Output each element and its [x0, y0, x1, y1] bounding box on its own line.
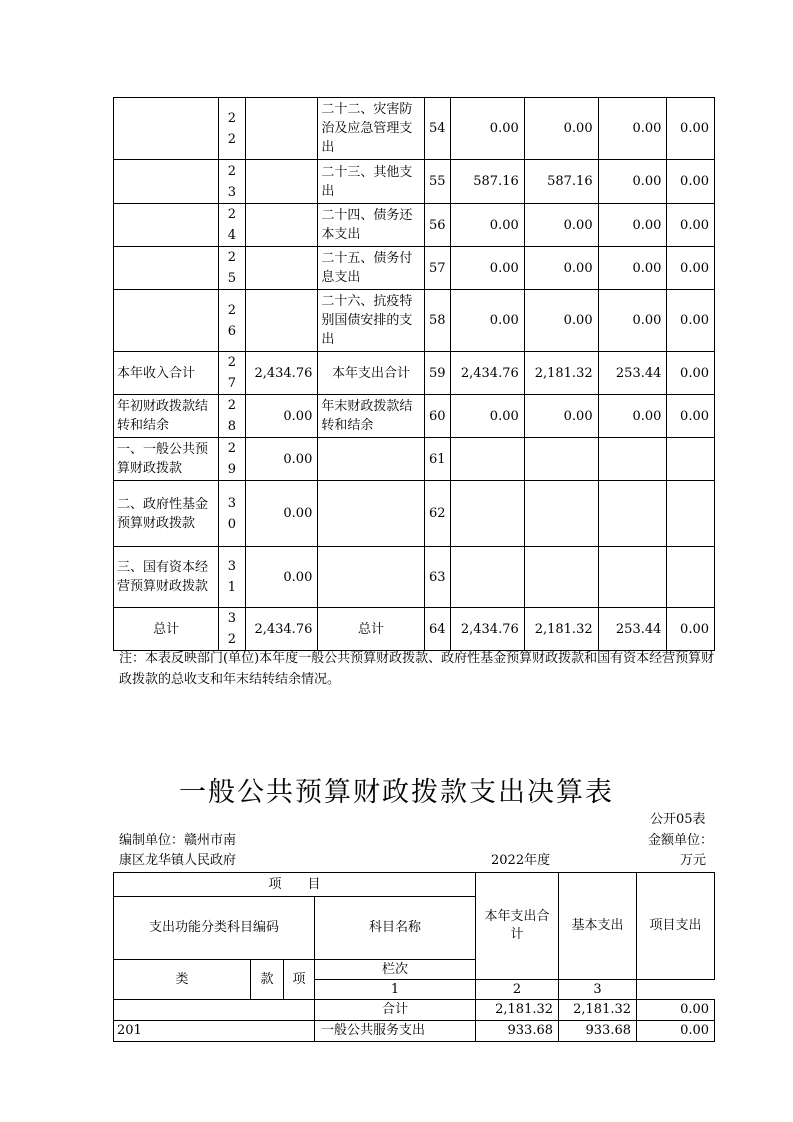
table-row	[114, 247, 715, 290]
state-capital-amount	[667, 547, 715, 608]
column-number: 54	[424, 98, 450, 160]
table-note: 注：本表反映部门(单位)本年度一般公共预算财政拨款、政府性基金预算财政拨款和国有资本经营预算财政拨款的总收支和年末结转结余情况。	[119, 651, 715, 687]
header-code: 支出功能分类科目编码	[114, 897, 315, 960]
expenditure-item-label: 年末财政拨款结转和结余	[318, 395, 424, 438]
government-fund-amount: 253.44	[598, 352, 667, 395]
state-capital-amount: 0.00	[667, 352, 715, 395]
sequence-number: 3 1	[219, 547, 245, 608]
income-amount: 2,434.76	[245, 352, 318, 395]
page-title: 一般公共预算财政拨款支出决算表	[179, 777, 614, 808]
general-budget-amount: 0.00	[524, 98, 598, 160]
sequence-number: 2 5	[219, 247, 245, 290]
income-amount	[245, 160, 318, 204]
header-total: 本年支出合计	[476, 873, 559, 980]
expenditure-item-label: 本年支出合计	[318, 352, 424, 395]
income-item-label: 本年收入合计	[114, 352, 219, 395]
income-amount: 2,434.76	[245, 608, 318, 651]
general-budget-amount	[524, 481, 598, 547]
column-number: 63	[424, 547, 450, 608]
sum-total: 2,181.32	[476, 1000, 559, 1021]
expenditure-item-label: 总计	[318, 608, 424, 651]
government-fund-amount: 0.00	[598, 290, 667, 352]
state-capital-amount: 0.00	[667, 160, 715, 204]
row-basic: 933.68	[559, 1021, 637, 1042]
header-kuan: 款	[251, 960, 284, 1000]
income-item-label: 二、政府性基金预算财政拨款	[114, 481, 219, 547]
expenditure-total: 2,434.76	[450, 352, 524, 395]
row-project: 0.00	[637, 1021, 715, 1042]
column-number: 55	[424, 160, 450, 204]
income-item-label: 三、国有资本经营预算财政拨款	[114, 547, 219, 608]
sequence-number: 2 7	[219, 352, 245, 395]
general-budget-amount: 0.00	[524, 247, 598, 290]
column-number: 64	[424, 608, 450, 651]
state-capital-amount	[667, 481, 715, 547]
expenditure-total: 0.00	[450, 247, 524, 290]
state-capital-amount: 0.00	[667, 608, 715, 651]
expenditure-total: 0.00	[450, 290, 524, 352]
column-number: 62	[424, 481, 450, 547]
state-capital-amount: 0.00	[667, 395, 715, 438]
general-budget-amount: 0.00	[524, 395, 598, 438]
government-fund-amount: 0.00	[598, 160, 667, 204]
row-code: 201	[114, 1021, 315, 1042]
amount-unit-label: 金额单位：	[648, 833, 714, 848]
table-row	[114, 290, 715, 352]
sum-label: 合计	[315, 1000, 476, 1021]
fiscal-summary-table	[113, 97, 715, 651]
fiscal-year: 2022年度	[491, 853, 551, 868]
expenditure-item-label: 二十五、债务付息支出	[318, 247, 424, 290]
expenditure-item-label	[318, 547, 424, 608]
government-fund-amount: 0.00	[598, 98, 667, 160]
sequence-number: 2 2	[219, 98, 245, 160]
table-row	[114, 438, 715, 481]
income-item-label	[114, 290, 219, 352]
state-capital-amount: 0.00	[667, 98, 715, 160]
general-budget-amount	[524, 438, 598, 481]
table-row	[114, 160, 715, 204]
expenditure-total	[450, 438, 524, 481]
column-number: 58	[424, 290, 450, 352]
income-item-label: 总计	[114, 608, 219, 651]
government-fund-amount: 0.00	[598, 247, 667, 290]
sum-basic: 2,181.32	[559, 1000, 637, 1021]
sequence-number: 3 2	[219, 608, 245, 651]
expenditure-total: 587.16	[450, 160, 524, 204]
income-amount: 0.00	[245, 481, 318, 547]
government-fund-amount	[598, 481, 667, 547]
row-name: 一般公共服务支出	[315, 1021, 476, 1042]
expenditure-total: 2,434.76	[450, 608, 524, 651]
expenditure-item-label: 二十二、灾害防治及应急管理支出	[318, 98, 424, 160]
table-row	[114, 547, 715, 608]
compiling-unit-label: 编制单位：赣州市南	[119, 833, 237, 848]
income-amount	[245, 247, 318, 290]
general-budget-amount: 2,181.32	[524, 608, 598, 651]
table-row	[114, 204, 715, 247]
column-number: 59	[424, 352, 450, 395]
amount-unit: 万元	[680, 853, 707, 868]
income-amount: 0.00	[245, 547, 318, 608]
state-capital-amount: 0.00	[667, 290, 715, 352]
header-item: 项 目	[114, 873, 476, 897]
form-number: 公开05表	[650, 812, 706, 827]
general-budget-amount	[524, 547, 598, 608]
state-capital-amount	[667, 438, 715, 481]
table-row	[114, 481, 715, 547]
sum-code-blank	[114, 1000, 315, 1021]
government-fund-amount: 253.44	[598, 608, 667, 651]
column-number: 56	[424, 204, 450, 247]
table-row	[114, 352, 715, 395]
expenditure-item-label	[318, 438, 424, 481]
column-label: 栏次	[315, 960, 476, 980]
expenditure-item-label	[318, 481, 424, 547]
government-fund-amount: 0.00	[598, 395, 667, 438]
income-item-label: 年初财政拨款结转和结余	[114, 395, 219, 438]
income-amount	[245, 290, 318, 352]
header-basic: 基本支出	[559, 873, 637, 980]
government-fund-amount: 0.00	[598, 204, 667, 247]
sequence-number: 2 8	[219, 395, 245, 438]
income-item-label	[114, 247, 219, 290]
income-amount: 0.00	[245, 438, 318, 481]
income-amount	[245, 204, 318, 247]
column-number-1: 1	[315, 980, 476, 1000]
state-capital-amount: 0.00	[667, 204, 715, 247]
government-fund-amount	[598, 547, 667, 608]
compiling-unit-name: 康区龙华镇人民政府	[119, 853, 237, 868]
header-xiang: 项	[284, 960, 315, 1000]
expenditure-item-label: 二十六、抗疫特别国债安排的支出	[318, 290, 424, 352]
state-capital-amount: 0.00	[667, 247, 715, 290]
sum-project: 0.00	[637, 1000, 715, 1021]
income-item-label	[114, 98, 219, 160]
sequence-number: 2 9	[219, 438, 245, 481]
table-row	[114, 608, 715, 651]
expenditure-total: 0.00	[450, 204, 524, 247]
row-total: 933.68	[476, 1021, 559, 1042]
general-budget-amount: 0.00	[524, 204, 598, 247]
government-fund-amount	[598, 438, 667, 481]
column-number: 57	[424, 247, 450, 290]
expenditure-item-label: 二十四、债务还本支出	[318, 204, 424, 247]
column-number: 61	[424, 438, 450, 481]
expenditure-item-label: 二十三、其他支出	[318, 160, 424, 204]
expenditure-total	[450, 481, 524, 547]
table-row	[114, 395, 715, 438]
expenditure-total	[450, 547, 524, 608]
income-item-label	[114, 160, 219, 204]
income-amount	[245, 98, 318, 160]
expenditure-total: 0.00	[450, 98, 524, 160]
header-name: 科目名称	[315, 897, 476, 960]
income-item-label: 一、一般公共预算财政拨款	[114, 438, 219, 481]
general-budget-amount: 0.00	[524, 290, 598, 352]
sequence-number: 2 6	[219, 290, 245, 352]
column-number: 60	[424, 395, 450, 438]
sequence-number: 2 3	[219, 160, 245, 204]
sequence-number: 3 0	[219, 481, 245, 547]
expenditure-table	[113, 872, 715, 1042]
general-budget-amount: 587.16	[524, 160, 598, 204]
general-budget-amount: 2,181.32	[524, 352, 598, 395]
income-amount: 0.00	[245, 395, 318, 438]
header-lei: 类	[114, 960, 251, 1000]
income-item-label	[114, 204, 219, 247]
sequence-number: 2 4	[219, 204, 245, 247]
expenditure-total: 0.00	[450, 395, 524, 438]
table-row	[114, 98, 715, 160]
header-project: 项目支出	[637, 873, 715, 980]
column-number-2: 2	[476, 980, 559, 1000]
column-number-3: 3	[559, 980, 637, 1000]
